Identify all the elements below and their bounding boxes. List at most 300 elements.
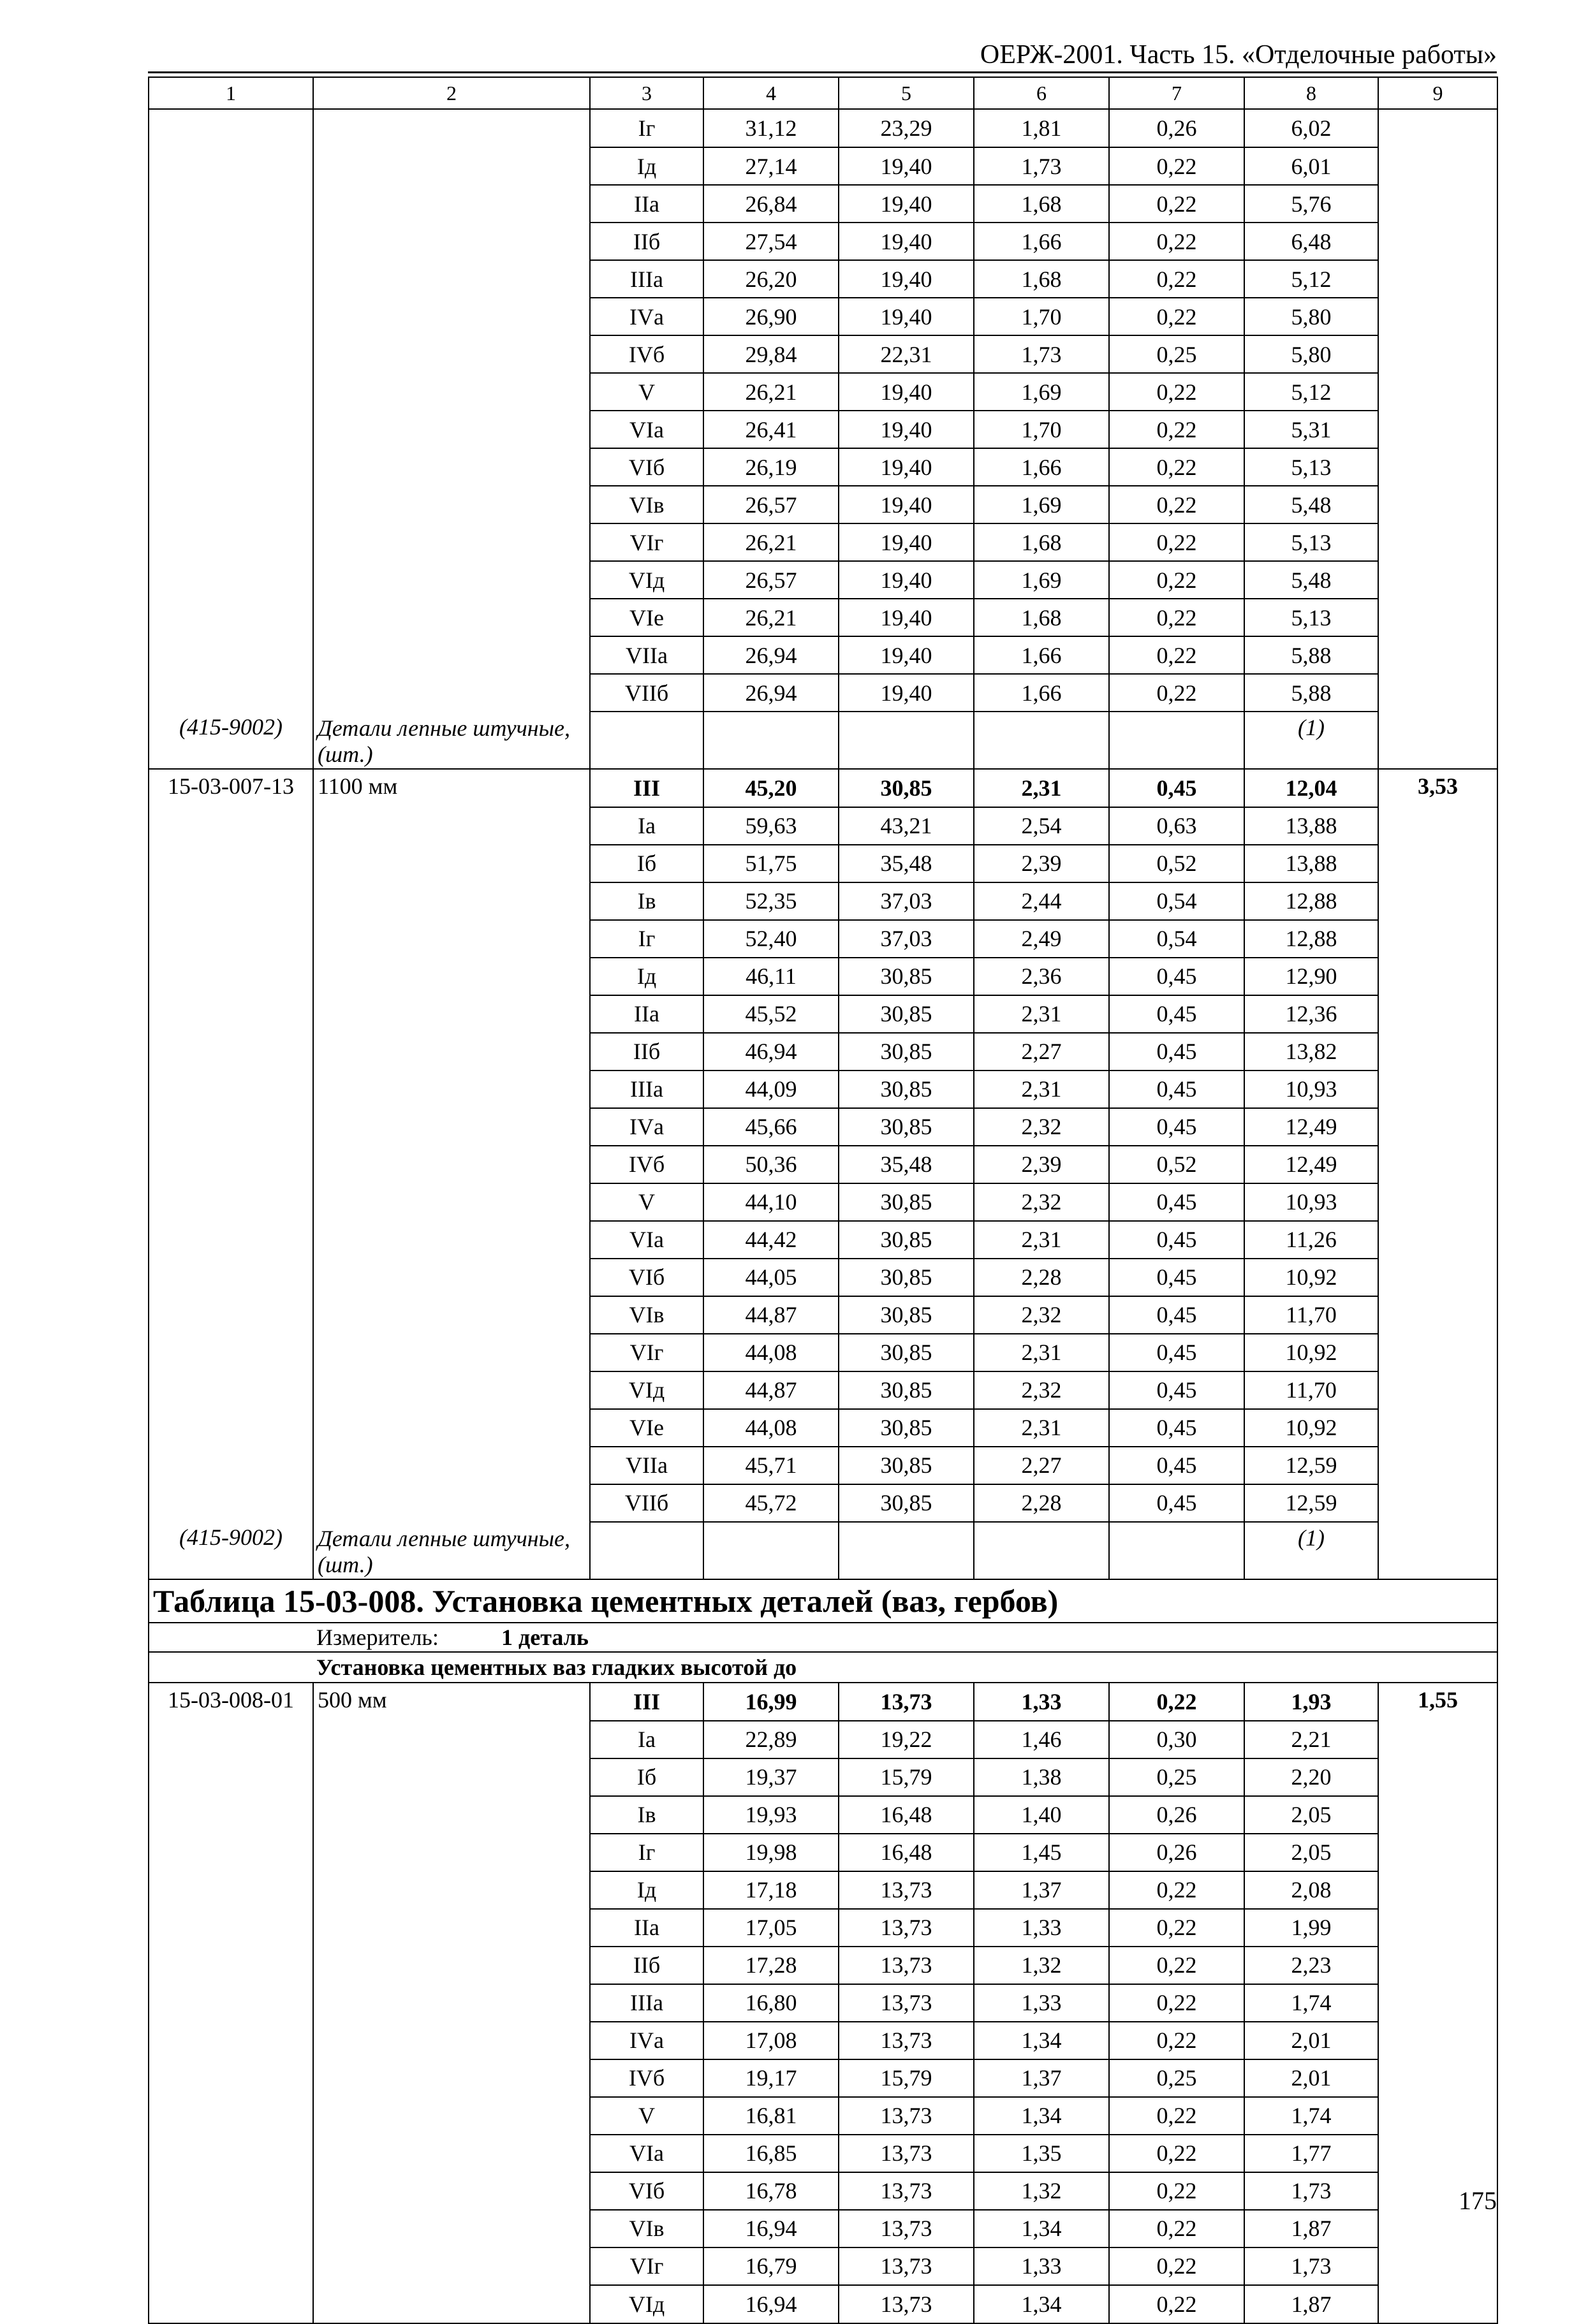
col9-cell — [1378, 1834, 1497, 1871]
rate-code-cell — [149, 1947, 313, 1984]
value-cell: 17,28 — [703, 1947, 839, 1984]
zone-cell: Iб — [590, 1758, 703, 1796]
value-cell: 19,40 — [839, 674, 974, 712]
value-cell: 13,73 — [839, 1947, 974, 1984]
zone-cell: Iа — [590, 1721, 703, 1758]
zone-cell: Iд — [590, 1871, 703, 1909]
value-cell: 50,36 — [703, 1146, 839, 1183]
rate-row — [149, 1834, 1497, 1871]
rate-code-cell — [149, 2172, 313, 2210]
value-cell: 44,09 — [703, 1071, 839, 1108]
rate-code-cell — [149, 2210, 313, 2247]
col9-cell — [1378, 845, 1497, 882]
rate-name-cell — [313, 599, 590, 636]
col9-cell — [1378, 1947, 1497, 1984]
value-cell: 37,03 — [839, 920, 974, 958]
value-cell: 1,87 — [1244, 2285, 1378, 2323]
value-cell: 19,93 — [703, 1796, 839, 1834]
value-cell: 13,73 — [839, 1984, 974, 2022]
value-cell: 0,45 — [1109, 1409, 1244, 1447]
rate-name-cell — [313, 1371, 590, 1409]
rate-row — [149, 1796, 1497, 1834]
rate-name-cell — [313, 674, 590, 712]
value-cell: 1,74 — [1244, 1984, 1378, 2022]
rate-name-cell — [313, 2172, 590, 2210]
rate-name-cell — [313, 2135, 590, 2172]
value-cell: 16,80 — [703, 1984, 839, 2022]
zone-cell: Iд — [590, 958, 703, 995]
zone-cell: IVб — [590, 1146, 703, 1183]
value-cell: 10,92 — [1244, 1259, 1378, 1296]
value-cell: 0,22 — [1109, 1871, 1244, 1909]
rate-name-cell — [313, 1221, 590, 1259]
rate-row — [149, 807, 1497, 845]
rate-row — [149, 1758, 1497, 1796]
value-cell: 11,70 — [1244, 1371, 1378, 1409]
value-cell: 13,73 — [839, 2022, 974, 2059]
value-cell: 19,40 — [839, 523, 974, 561]
value-cell: 26,84 — [703, 185, 839, 223]
value-cell: 16,81 — [703, 2097, 839, 2135]
resource-code: (415-9002) — [149, 712, 313, 769]
measurer — [149, 1623, 1497, 1652]
value-cell: 26,94 — [703, 674, 839, 712]
value-cell: 0,25 — [1109, 1758, 1244, 1796]
value-cell: 0,45 — [1109, 1033, 1244, 1071]
value-cell: 0,22 — [1109, 2210, 1244, 2247]
col9-cell — [1378, 807, 1497, 845]
running-header: ОЕРЖ-2001. Часть 15. «Отделочные работы» — [980, 40, 1497, 69]
rate-name-cell — [313, 958, 590, 995]
empty-cell — [974, 712, 1109, 769]
value-cell: 5,88 — [1244, 636, 1378, 674]
zone-cell: VIе — [590, 599, 703, 636]
rate-code-cell — [149, 109, 313, 147]
rate-row — [149, 1947, 1497, 1984]
rate-row — [149, 1033, 1497, 1071]
zone-cell: Iг — [590, 1834, 703, 1871]
rate-code-cell — [149, 1909, 313, 1947]
zone-cell: IVб — [590, 2059, 703, 2097]
rate-name: 500 мм — [313, 1683, 590, 1721]
rate-code-cell — [149, 1108, 313, 1146]
zone-cell: IIа — [590, 995, 703, 1033]
value-cell: 0,45 — [1109, 1221, 1244, 1259]
rate-row — [149, 1334, 1497, 1371]
col9-cell — [1378, 1071, 1497, 1108]
value-cell: 0,45 — [1109, 995, 1244, 1033]
value-cell: 0,22 — [1109, 2097, 1244, 2135]
rate-name-cell — [313, 1871, 590, 1909]
rate-code-cell — [149, 2022, 313, 2059]
value-cell: 0,45 — [1109, 1183, 1244, 1221]
rate-row — [149, 2135, 1497, 2172]
page-number: 175 — [1459, 2186, 1497, 2215]
rate-name-cell — [313, 1334, 590, 1371]
value-cell: 19,40 — [839, 147, 974, 185]
value-cell: 19,40 — [839, 448, 974, 486]
zone-cell: VIв — [590, 486, 703, 523]
col9-cell — [1378, 1984, 1497, 2022]
rate-row — [149, 448, 1497, 486]
zone-cell: Iа — [590, 807, 703, 845]
value-cell: 1,34 — [974, 2097, 1109, 2135]
value-cell: 2,54 — [974, 807, 1109, 845]
rate-name-cell — [313, 2097, 590, 2135]
rate-row — [149, 1409, 1497, 1447]
rate-code-cell — [149, 1183, 313, 1221]
value-cell: 22,31 — [839, 335, 974, 373]
value-cell: 2,39 — [974, 1146, 1109, 1183]
value-cell: 46,11 — [703, 958, 839, 995]
col9-cell — [1378, 147, 1497, 185]
column-number: 5 — [839, 77, 974, 109]
rate-row — [149, 1183, 1497, 1221]
value-cell: 30,85 — [839, 1484, 974, 1522]
rate-row — [149, 995, 1497, 1033]
value-cell: 1,46 — [974, 1721, 1109, 1758]
resource-code: (415-9002) — [149, 1522, 313, 1579]
rate-code-cell — [149, 411, 313, 448]
value-cell: 2,28 — [974, 1484, 1109, 1522]
col9-cell — [1378, 636, 1497, 674]
rate-code-cell — [149, 1033, 313, 1071]
col9-cell — [1378, 260, 1497, 298]
value-cell: 2,31 — [974, 769, 1109, 807]
empty-cell — [703, 712, 839, 769]
column-number: 1 — [149, 77, 313, 109]
value-cell: 31,12 — [703, 109, 839, 147]
value-cell: 26,20 — [703, 260, 839, 298]
value-cell: 19,40 — [839, 185, 974, 223]
col9-cell — [1378, 2022, 1497, 2059]
col9-value: 1,55 — [1378, 1683, 1497, 1721]
rate-code-cell — [149, 1484, 313, 1522]
zone-cell: VIб — [590, 448, 703, 486]
value-cell: 0,30 — [1109, 1721, 1244, 1758]
value-cell: 30,85 — [839, 1221, 974, 1259]
rate-name-cell — [313, 1947, 590, 1984]
rate-row — [149, 373, 1497, 411]
value-cell: 44,87 — [703, 1371, 839, 1409]
value-cell: 1,93 — [1244, 1683, 1378, 1721]
value-cell: 2,31 — [974, 995, 1109, 1033]
value-cell: 2,23 — [1244, 1947, 1378, 1984]
value-cell: 1,69 — [974, 561, 1109, 599]
value-cell: 2,32 — [974, 1296, 1109, 1334]
resource-quantity: (1) — [1244, 712, 1378, 769]
zone-cell: IIб — [590, 223, 703, 260]
value-cell: 16,78 — [703, 2172, 839, 2210]
value-cell: 44,42 — [703, 1221, 839, 1259]
value-cell: 5,12 — [1244, 373, 1378, 411]
rate-name-cell — [313, 185, 590, 223]
rate-row — [149, 1683, 1497, 1721]
section-title-row — [149, 1652, 1497, 1683]
rate-row — [149, 2285, 1497, 2323]
value-cell: 16,99 — [703, 1683, 839, 1721]
value-cell: 1,37 — [974, 1871, 1109, 1909]
value-cell: 1,33 — [974, 1909, 1109, 1947]
col9-cell — [1378, 373, 1497, 411]
value-cell: 0,22 — [1109, 147, 1244, 185]
rate-code-cell — [149, 674, 313, 712]
value-cell: 44,08 — [703, 1334, 839, 1371]
rate-row — [149, 769, 1497, 807]
rate-code-cell — [149, 1721, 313, 1758]
value-cell: 1,33 — [974, 1683, 1109, 1721]
zone-cell: VIг — [590, 523, 703, 561]
col9-cell — [1378, 2285, 1497, 2323]
zone-cell: IIа — [590, 1909, 703, 1947]
rate-name-cell — [313, 2247, 590, 2285]
rate-row — [149, 2210, 1497, 2247]
value-cell: 19,40 — [839, 260, 974, 298]
rate-name-cell — [313, 1721, 590, 1758]
value-cell: 1,99 — [1244, 1909, 1378, 1947]
value-cell: 12,88 — [1244, 882, 1378, 920]
zone-cell: IIIа — [590, 260, 703, 298]
rate-row — [149, 1371, 1497, 1409]
resource-quantity: (1) — [1244, 1522, 1378, 1579]
col9-cell — [1378, 1796, 1497, 1834]
rate-row — [149, 223, 1497, 260]
value-cell: 30,85 — [839, 1108, 974, 1146]
value-cell: 0,22 — [1109, 1984, 1244, 2022]
value-cell: 2,05 — [1244, 1834, 1378, 1871]
value-cell: 16,48 — [839, 1834, 974, 1871]
rate-row — [149, 845, 1497, 882]
rate-code-cell — [149, 958, 313, 995]
value-cell: 0,45 — [1109, 1296, 1244, 1334]
rate-name-cell — [313, 523, 590, 561]
value-cell: 26,90 — [703, 298, 839, 335]
rate-row — [149, 561, 1497, 599]
rate-name-cell — [313, 1484, 590, 1522]
rate-name-cell — [313, 1909, 590, 1947]
rate-code-cell — [149, 1834, 313, 1871]
rate-name-cell — [313, 373, 590, 411]
col9-cell — [1378, 1146, 1497, 1183]
empty-cell — [839, 712, 974, 769]
value-cell: 43,21 — [839, 807, 974, 845]
table-title: Таблица 15-03-008. Установка цементных деталей (ваз, гербов) — [149, 1579, 1497, 1623]
section-title: Установка цементных ваз гладких высотой до — [149, 1652, 1497, 1683]
value-cell: 52,40 — [703, 920, 839, 958]
empty-cell — [590, 1522, 703, 1579]
col9-cell — [1378, 599, 1497, 636]
rate-row — [149, 882, 1497, 920]
value-cell: 12,49 — [1244, 1108, 1378, 1146]
rate-code-cell — [149, 223, 313, 260]
zone-cell: VIг — [590, 2247, 703, 2285]
rate-name-cell — [313, 147, 590, 185]
value-cell: 2,36 — [974, 958, 1109, 995]
col9-cell — [1378, 1871, 1497, 1909]
rate-code: 15-03-008-01 — [149, 1683, 313, 1721]
value-cell: 19,40 — [839, 373, 974, 411]
rate-row — [149, 1146, 1497, 1183]
value-cell: 1,34 — [974, 2285, 1109, 2323]
zone-cell: VIв — [590, 2210, 703, 2247]
rate-code-cell — [149, 1758, 313, 1796]
value-cell: 13,73 — [839, 2285, 974, 2323]
zone-cell: III — [590, 769, 703, 807]
col9-cell — [1378, 1033, 1497, 1071]
value-cell: 30,85 — [839, 1259, 974, 1296]
value-cell: 0,22 — [1109, 260, 1244, 298]
zone-cell: Iв — [590, 882, 703, 920]
rate-code-cell — [149, 1796, 313, 1834]
col9-cell — [1378, 486, 1497, 523]
value-cell: 10,93 — [1244, 1071, 1378, 1108]
empty-cell — [1378, 712, 1497, 769]
value-cell: 1,68 — [974, 185, 1109, 223]
table-title-row — [149, 1579, 1497, 1623]
col9-cell — [1378, 920, 1497, 958]
value-cell: 19,40 — [839, 561, 974, 599]
value-cell: 0,63 — [1109, 807, 1244, 845]
value-cell: 5,13 — [1244, 599, 1378, 636]
rate-code-cell — [149, 1221, 313, 1259]
value-cell: 30,85 — [839, 995, 974, 1033]
rate-row — [149, 1984, 1497, 2022]
value-cell: 13,73 — [839, 2097, 974, 2135]
value-cell: 26,21 — [703, 523, 839, 561]
value-cell: 0,45 — [1109, 1371, 1244, 1409]
rate-code-cell — [149, 260, 313, 298]
value-cell: 26,19 — [703, 448, 839, 486]
zone-cell: IIб — [590, 1033, 703, 1071]
value-cell: 0,26 — [1109, 109, 1244, 147]
value-cell: 0,22 — [1109, 599, 1244, 636]
value-cell: 30,85 — [839, 1183, 974, 1221]
rate-code-cell — [149, 599, 313, 636]
price-table — [148, 77, 1498, 2324]
zone-cell: IVб — [590, 335, 703, 373]
measurer-label: Измеритель: — [316, 1624, 439, 1650]
value-cell: 0,45 — [1109, 1259, 1244, 1296]
value-cell: 1,32 — [974, 1947, 1109, 1984]
empty-cell — [1109, 712, 1244, 769]
rate-code-cell — [149, 882, 313, 920]
col9-cell — [1378, 448, 1497, 486]
zone-cell: VIIа — [590, 636, 703, 674]
rate-name-cell — [313, 223, 590, 260]
col9-cell — [1378, 1484, 1497, 1522]
rate-code-cell — [149, 2135, 313, 2172]
value-cell: 16,79 — [703, 2247, 839, 2285]
value-cell: 0,45 — [1109, 958, 1244, 995]
rate-name-cell — [313, 411, 590, 448]
rate-name-cell — [313, 1071, 590, 1108]
value-cell: 30,85 — [839, 1371, 974, 1409]
rate-row — [149, 185, 1497, 223]
col9-cell — [1378, 1721, 1497, 1758]
rate-row — [149, 1071, 1497, 1108]
rate-name-cell — [313, 1183, 590, 1221]
zone-cell: IIIа — [590, 1071, 703, 1108]
value-cell: 13,88 — [1244, 807, 1378, 845]
value-cell: 1,73 — [974, 147, 1109, 185]
value-cell: 19,40 — [839, 298, 974, 335]
zone-cell: IVа — [590, 1108, 703, 1146]
rate-name-cell — [313, 1796, 590, 1834]
rate-code-cell — [149, 636, 313, 674]
value-cell: 1,33 — [974, 1984, 1109, 2022]
value-cell: 1,74 — [1244, 2097, 1378, 2135]
value-cell: 12,36 — [1244, 995, 1378, 1033]
empty-cell — [839, 1522, 974, 1579]
table-body — [149, 77, 1497, 2323]
col9-cell — [1378, 1334, 1497, 1371]
rate-row — [149, 674, 1497, 712]
value-cell: 0,22 — [1109, 373, 1244, 411]
rate-row — [149, 920, 1497, 958]
zone-cell: VIIа — [590, 1447, 703, 1484]
rate-name-cell — [313, 109, 590, 147]
value-cell: 0,45 — [1109, 1484, 1244, 1522]
value-cell: 2,31 — [974, 1409, 1109, 1447]
value-cell: 1,35 — [974, 2135, 1109, 2172]
value-cell: 35,48 — [839, 1146, 974, 1183]
measurer-row — [149, 1623, 1497, 1652]
value-cell: 19,98 — [703, 1834, 839, 1871]
value-cell: 0,45 — [1109, 1447, 1244, 1484]
zone-cell: Iв — [590, 1796, 703, 1834]
rate-code-cell — [149, 1334, 313, 1371]
value-cell: 0,25 — [1109, 335, 1244, 373]
rate-code-cell — [149, 147, 313, 185]
value-cell: 19,40 — [839, 486, 974, 523]
value-cell: 30,85 — [839, 1296, 974, 1334]
rate-row — [149, 1721, 1497, 1758]
value-cell: 0,22 — [1109, 2247, 1244, 2285]
value-cell: 2,44 — [974, 882, 1109, 920]
zone-cell: Iг — [590, 109, 703, 147]
rate-row — [149, 1447, 1497, 1484]
zone-cell: VIа — [590, 411, 703, 448]
value-cell: 16,48 — [839, 1796, 974, 1834]
rate-name-cell — [313, 2059, 590, 2097]
rate-code-cell — [149, 1371, 313, 1409]
value-cell: 26,21 — [703, 599, 839, 636]
value-cell: 26,57 — [703, 561, 839, 599]
column-number: 2 — [313, 77, 590, 109]
rate-name-cell — [313, 260, 590, 298]
value-cell: 13,73 — [839, 2247, 974, 2285]
rate-row — [149, 260, 1497, 298]
column-number: 3 — [590, 77, 703, 109]
col9-cell — [1378, 1108, 1497, 1146]
resource-row — [149, 712, 1497, 769]
value-cell: 11,70 — [1244, 1296, 1378, 1334]
col9-cell — [1378, 561, 1497, 599]
rate-row — [149, 2097, 1497, 2135]
resource-name: Детали лепные штучные, (шт.) — [313, 712, 590, 769]
value-cell: 5,31 — [1244, 411, 1378, 448]
col9-cell — [1378, 2097, 1497, 2135]
rate-row — [149, 486, 1497, 523]
value-cell: 2,20 — [1244, 1758, 1378, 1796]
column-number: 6 — [974, 77, 1109, 109]
value-cell: 13,73 — [839, 2135, 974, 2172]
value-cell: 0,22 — [1109, 561, 1244, 599]
value-cell: 13,73 — [839, 2172, 974, 2210]
value-cell: 0,22 — [1109, 1909, 1244, 1947]
value-cell: 26,57 — [703, 486, 839, 523]
zone-cell: VIв — [590, 1296, 703, 1334]
